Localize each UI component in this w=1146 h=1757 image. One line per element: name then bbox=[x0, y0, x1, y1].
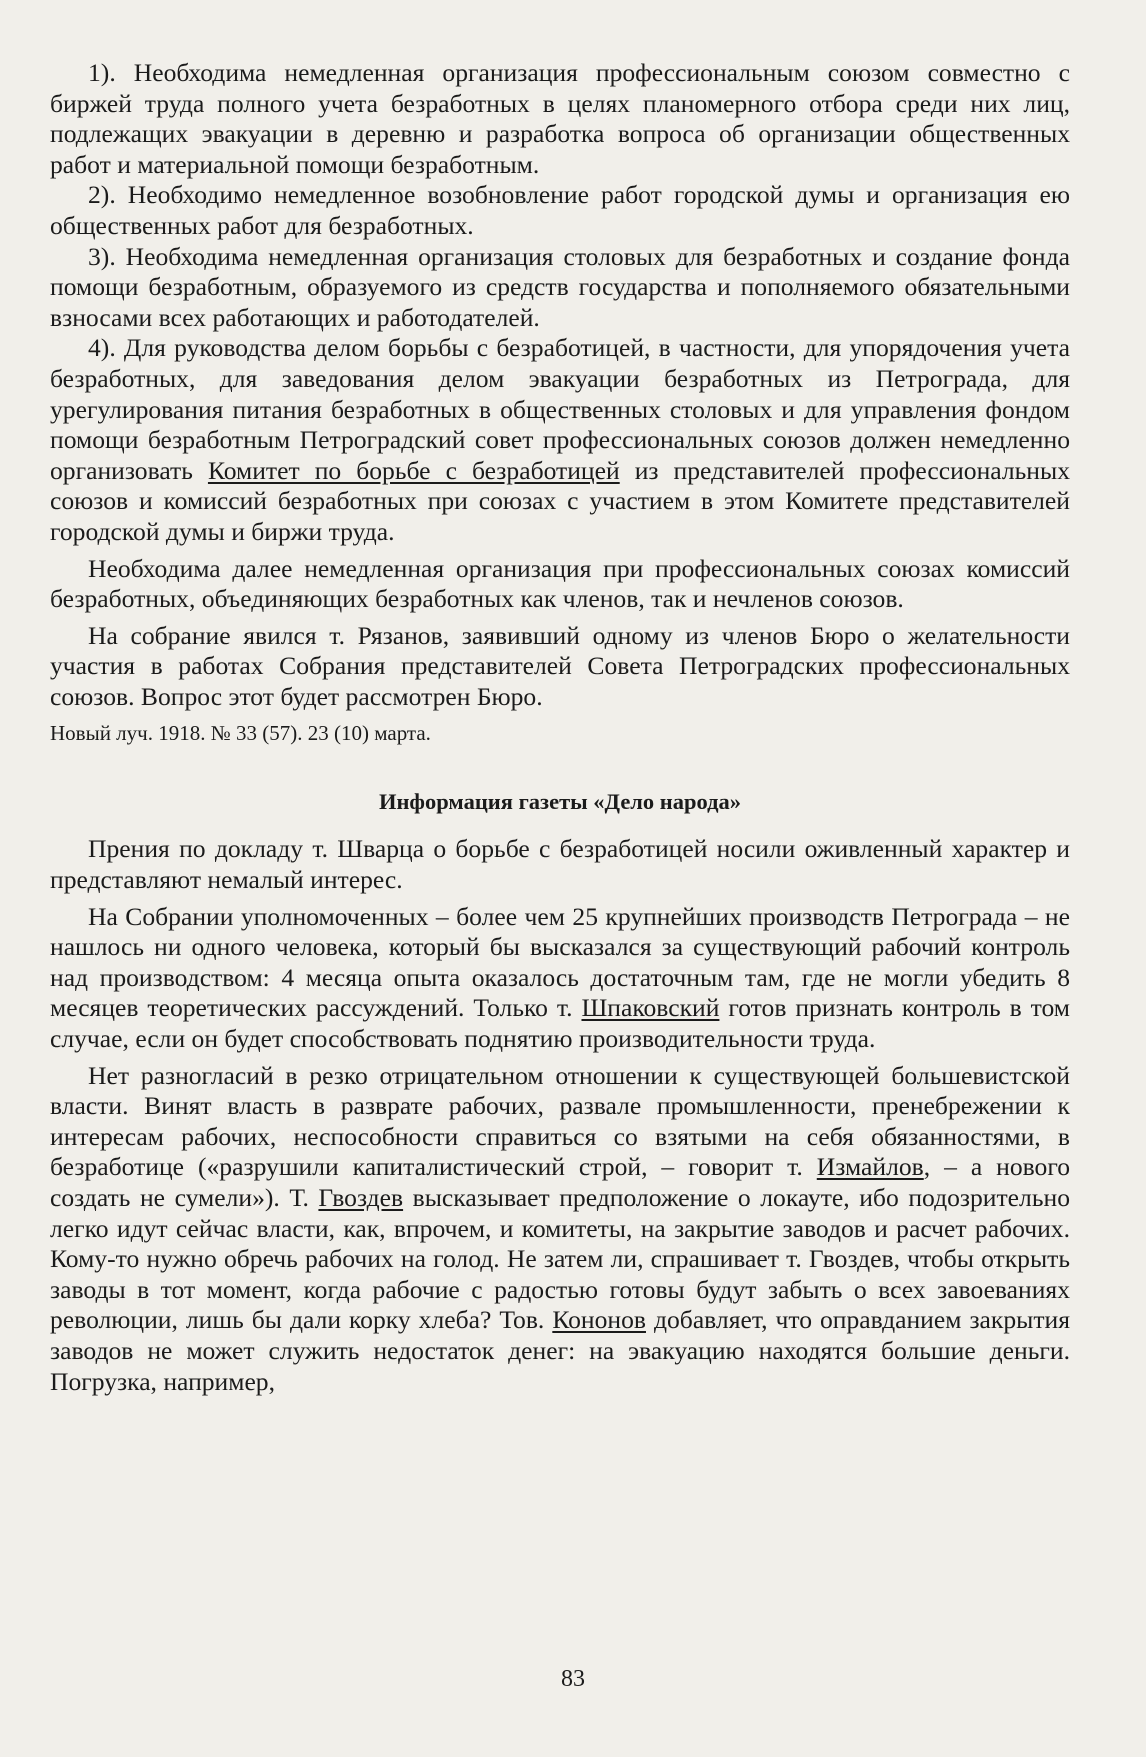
committee-name: Комитет по борьбе с безработицей bbox=[207, 455, 620, 485]
paragraph-text: добавляет, что оправданием закрытия заводов не может служить недостаток денег: на эвакуацию находятся большие деньги. Погрузка, например, bbox=[50, 1305, 1070, 1396]
paragraph-text: Нет разногласий в резко отрицательном отношении к существующей большевистской власти. Винят власть в разврате рабочих, развале промышленности, пренебрежении к интересам рабочих, неспособности справиться со взятыми на себя обязанностями, в безработице («разрушили капиталистический строй, – говорит т. bbox=[50, 1060, 1070, 1182]
paragraph-text: готов признать контроль в том случае, если он будет способствовать поднятию производительности труда. bbox=[50, 993, 1071, 1054]
paragraph-text: На Собрании уполномоченных – более чем 25 крупнейших производств Петрограда – не нашлось ни одного человека, который бы высказался за существующий рабочий контроль над производством: 4 месяца опыта оказалось достаточным там, где не могли убедить 8 месяцев теоретических рассуждений. Только т. bbox=[50, 901, 1070, 1023]
item-4-text-end: из представителей профессиональных союзов и комиссий безработных при союзах с участием в этом Комитете представителей городской думы и биржи труда. bbox=[50, 455, 1070, 546]
name-izmailov: Измайлов bbox=[816, 1152, 924, 1182]
page-number: 83 bbox=[561, 1666, 585, 1692]
name-kononov: Кононов bbox=[552, 1305, 646, 1335]
item-2: 2). Необходимо немедленное возобновление работ городской думы и организация ею общественных работ для безработных. bbox=[50, 180, 1070, 240]
item-3: 3). Необходима немедленная организация столовых для безработных и создание фонда помощи безработным, образуемого из средств государства и пополняемого обязательными взносами всех работающих и работодателей. bbox=[50, 241, 1070, 332]
section-title: Информация газеты «Дело народа» bbox=[378, 789, 742, 815]
item-1: 1). Необходима немедленная организация профессиональным союзом совместно с биржей труда полного учета безработных в целях планомерного отбора среди них лиц, подлежащих эвакуации в деревню и разработка вопроса об организации общественных работ и материальной помощи безработным. bbox=[50, 58, 1070, 179]
paragraph-debates: Прения по докладу т. Шварца о борьбе с безработицей носили оживленный характер и представляют немалый интерес. bbox=[50, 834, 1070, 895]
paragraph-ryazanov: На собрание явился т. Рязанов, заявивший одному из членов Бюро о желательности участия в работах Собрания представителей Совета Петроградских профессиональных союзов. Вопрос этот будет рассмотрен Бюро. bbox=[50, 620, 1070, 711]
item-4 bbox=[50, 333, 1070, 547]
paragraph-criticism bbox=[50, 1061, 1070, 1398]
paragraph-text: высказывает предположение о локауте, ибо подозрительно легко идут сейчас власти, как, впрочем, и комитеты, на закрытие заводов и расчет рабочих. Кому-то нужно обречь рабочих на голод. Не затем ли, спрашивает т. Гвоздев, чтобы открыть заводы в тот момент, когда рабочие с радостью готовы будут забыть о всех завоеваниях революции, лишь бы дали корку хлеба? Тов. bbox=[50, 1183, 1070, 1335]
item-4-text-start: 4). Для руководства делом борьбы с безработицей, в частности, для упорядочения учета безработных, для заведования делом эвакуации безработных из Петрограда, для урегулирования питания безработных в общественных столовых и для управления фондом помощи безработным Петроградский совет профессиональных союзов должен немедленно организовать bbox=[50, 333, 1070, 485]
paragraph-text: , – а нового создать не сумели»). Т. bbox=[50, 1152, 1070, 1212]
paragraph-workers-control bbox=[50, 902, 1070, 1055]
name-gvozdev: Гвоздев bbox=[318, 1183, 404, 1212]
source-citation: Новый луч. 1918. № 33 (57). 23 (10) марта. bbox=[50, 721, 431, 746]
name-shpakovsky: Шпаковский bbox=[581, 993, 720, 1023]
paragraph-commissions: Необходима далее немедленная организация при профессиональных союзах комиссий безработных, объединяющих безработных как членов, так и нечленов союзов. bbox=[50, 553, 1070, 614]
